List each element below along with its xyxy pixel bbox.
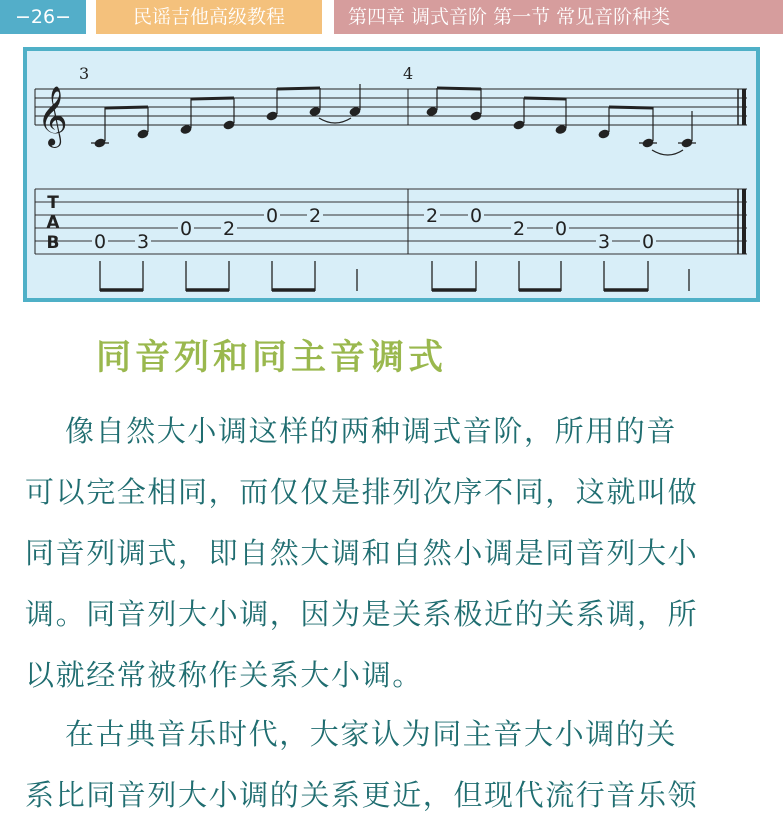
measure-number: 3 (79, 64, 90, 83)
measure-number: 4 (403, 64, 414, 83)
tab-number: 0 (469, 205, 483, 227)
tab-number: 0 (179, 218, 193, 240)
tab-number: 3 (136, 231, 150, 253)
page-number: −26− (0, 0, 86, 34)
paragraph-line: 同音列调式，即自然大调和自然小调是同音列大小 (25, 536, 699, 570)
tab-number: 0 (641, 231, 655, 253)
tab-number: 0 (554, 218, 568, 240)
paragraph-line: 在古典音乐时代，大家认为同主音大小调的关 (65, 717, 678, 751)
tab-number: 0 (93, 231, 107, 253)
tab-clef-t: T (47, 193, 59, 213)
tab-number: 2 (512, 218, 526, 240)
paragraph (25, 401, 765, 706)
note-heads (93, 106, 693, 149)
tab-numbers (92, 205, 656, 253)
tab-clef-b: B (46, 233, 60, 253)
tab-rhythm (100, 261, 689, 291)
chapter-title: 第四章 调式音阶 第一节 常见音阶种类 (334, 0, 783, 34)
paragraph-line: 可以完全相同，而仅仅是排列次序不同，这就叫做 (25, 475, 699, 509)
section-heading: 同音列和同主音调式 (96, 338, 448, 378)
music-score (27, 51, 756, 298)
paragraph-line: 像自然大小调这样的两种调式音阶，所用的音 (65, 414, 678, 448)
tab-clef-a: A (46, 213, 60, 233)
paragraph (25, 704, 765, 826)
treble-clef-icon: 𝄞 (37, 86, 68, 146)
tab-clef (46, 193, 60, 253)
tab-number: 3 (597, 231, 611, 253)
music-score-frame (23, 47, 760, 302)
tab-number: 2 (425, 205, 439, 227)
paragraph-line: 系比同音列大小调的关系更近，但现代流行音乐领 (25, 778, 699, 812)
tab-number: 0 (265, 205, 279, 227)
tab-number: 2 (222, 218, 236, 240)
tab-number: 2 (308, 205, 322, 227)
paragraph-line: 调。同音列大小调，因为是关系极近的关系调，所 (25, 597, 699, 631)
book-title: 民谣吉他高级教程 (96, 0, 322, 34)
paragraph-line: 以就经常被称作关系大小调。 (25, 658, 423, 692)
ties (319, 118, 683, 155)
